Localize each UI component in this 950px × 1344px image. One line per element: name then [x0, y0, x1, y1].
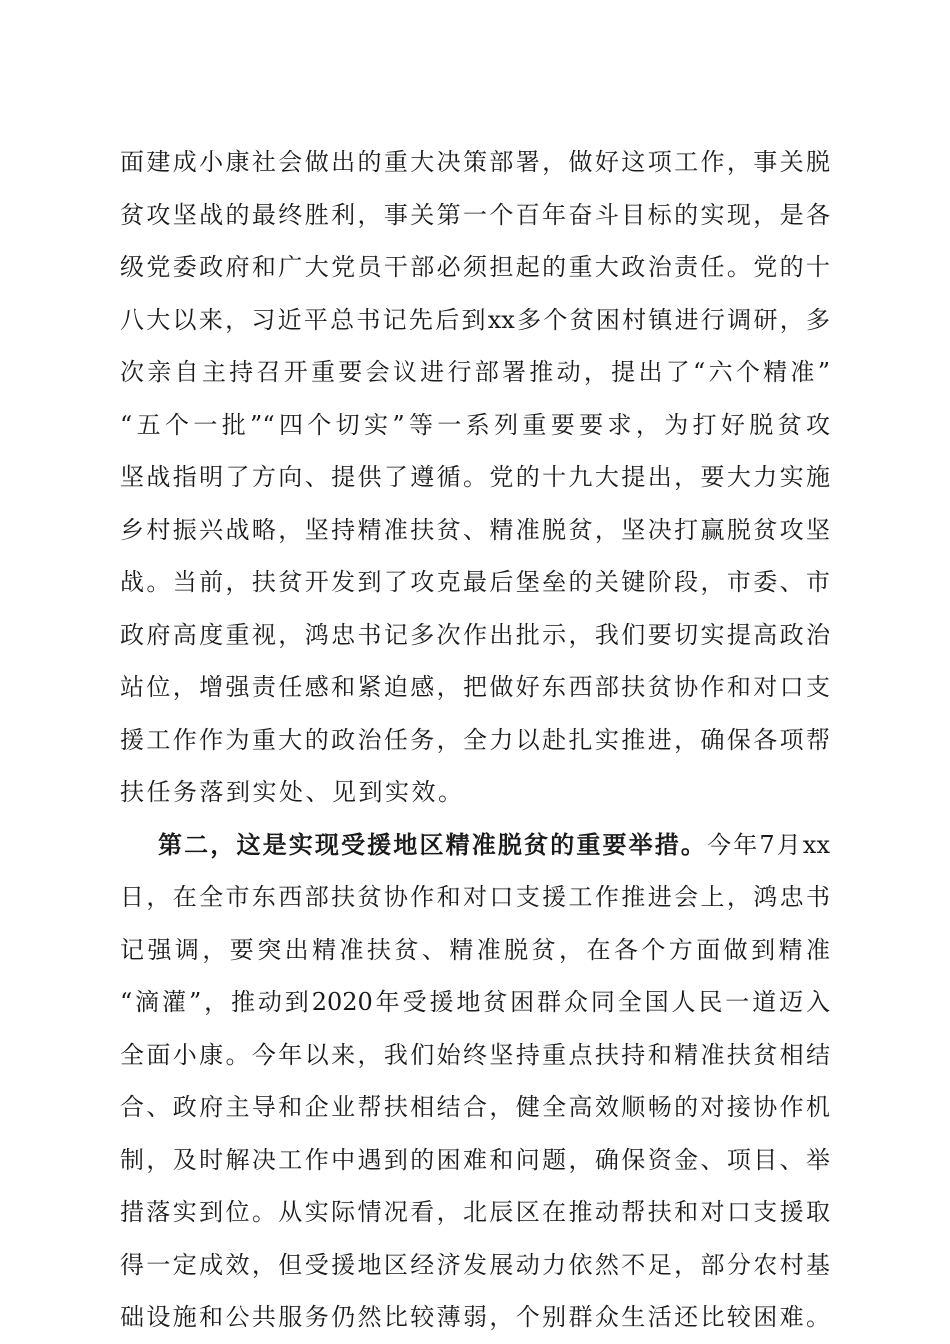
text-line: 级党委政府和广大党员干部必须担起的重大政治责任。党的十 [120, 253, 830, 281]
document-body [120, 136, 830, 1344]
text-line: 援工作作为重大的政治任务，全力以赴扎实推进，确保各项帮 [120, 725, 830, 754]
text-line: 贫攻坚战的最终胜利，事关第一个百年奋斗目标的实现，是各 [120, 200, 830, 229]
text-line: “滴灌”，推动到2020年受援地贫困群众同全国人民一道迈入 [120, 988, 830, 1016]
heading-continuation: 今年7月xx [707, 830, 831, 859]
paragraph-heading: 第二，这是实现受援地区精准脱贫的重要举措。 [158, 829, 708, 859]
text-line: 扶任务落到实处、见到实效。 [120, 778, 465, 806]
paragraph-heading-line [120, 819, 830, 872]
text-line: 政府高度重视，鸿忠书记多次作出批示，我们要切实提高政治 [120, 620, 830, 649]
text-line: 面建成小康社会做出的重大决策部署，做好这项工作，事关脱 [120, 148, 830, 176]
text-line: “五个一批”“四个切实”等一系列重要要求，为打好脱贫攻 [120, 410, 830, 439]
text-line: 全面小康。今年以来，我们始终坚持重点扶持和精准扶贫相结 [120, 1040, 830, 1069]
text-line: 得一定成效，但受援地区经济发展动力依然不足，部分农村基 [120, 1250, 830, 1279]
text-line: 础设施和公共服务仍然比较薄弱，个别群众生活还比较困难。 [120, 1303, 830, 1331]
text-line: 日，在全市东西部扶贫协作和对口支援工作推进会上，鸿忠书 [120, 883, 830, 911]
text-line: 八大以来，习近平总书记先后到xx多个贫困村镇进行调研，多 [120, 305, 830, 334]
text-line: 合、政府主导和企业帮扶相结合，健全高效顺畅的对接协作机 [120, 1093, 830, 1121]
text-line: 坚战指明了方向、提供了遵循。党的十九大提出，要大力实施 [120, 463, 830, 491]
text-line: 次亲自主持召开重要会议进行部署推动，提出了“六个精准” [120, 358, 830, 386]
text-line: 制，及时解决工作中遇到的困难和问题，确保资金、项目、举 [120, 1145, 830, 1174]
text-line: 站位，增强责任感和紧迫感，把做好东西部扶贫协作和对口支 [120, 673, 830, 701]
text-line: 记强调，要突出精准扶贫、精准脱贫，在各个方面做到精准 [120, 935, 830, 964]
text-line: 乡村振兴战略，坚持精准扶贫、精准脱贫，坚决打赢脱贫攻坚 [120, 515, 830, 544]
text-line: 措落实到位。从实际情况看，北辰区在推动帮扶和对口支援取 [120, 1198, 830, 1226]
text-line: 战。当前，扶贫开发到了攻克最后堡垒的关键阶段，市委、市 [120, 568, 830, 596]
